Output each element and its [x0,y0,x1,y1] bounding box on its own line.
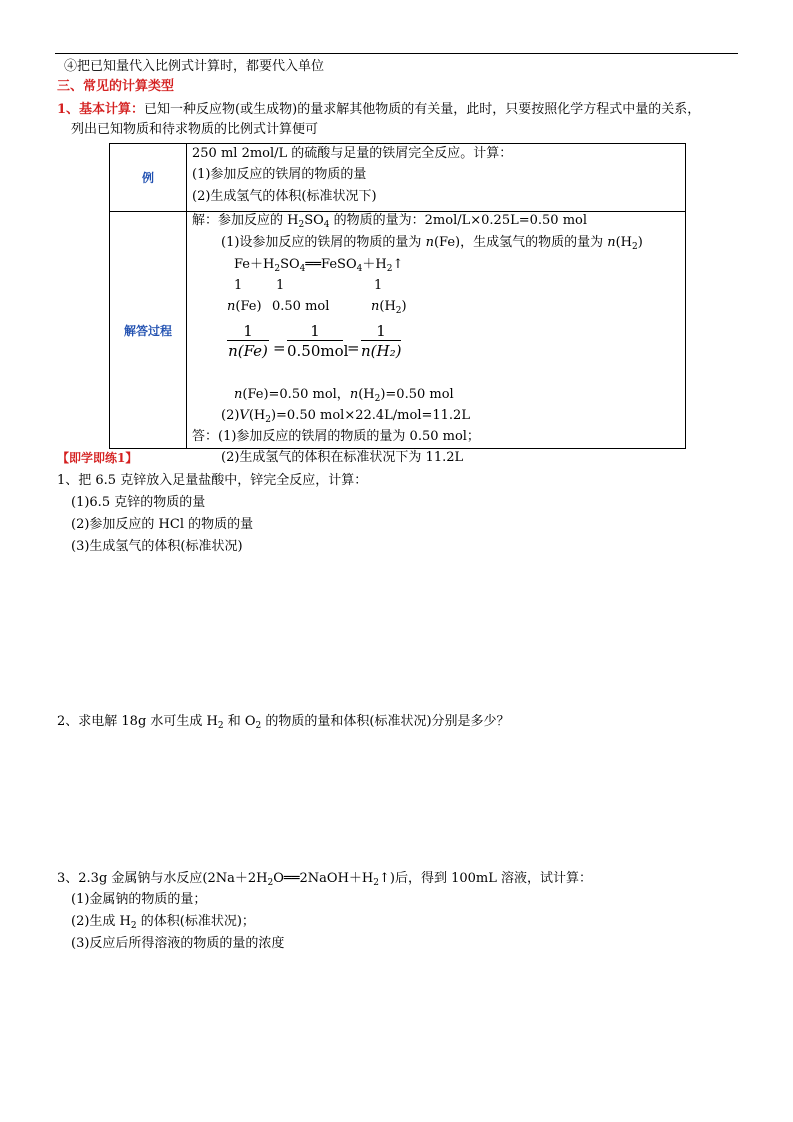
top-note: ④把已知量代入比例式计算时，都要代入单位 [64,59,325,74]
fraction-mol: 1 0.50mol [287,322,349,360]
basic-heading: 1、基本计算： [57,102,145,117]
fraction-fe: 1 n(Fe) [228,322,268,360]
equals-sign-2: = [347,339,360,357]
answer-line2: (2)生成氢气的体积在标准状况下为 11.2L [221,450,464,465]
example-content [187,144,686,212]
q1-part3: (3)生成氢气的体积(标准状况) [71,539,243,554]
q3-stem: 3、2.3g 金属钠与水反应$(2Na+2H_2O══2NaOH+H_2↑)$后，得到 100mL 溶液，试计算： [57,871,593,888]
fraction-h2: 1 n(H₂) [361,322,402,360]
basic-text1: 已知一种反应物(或生成物)的量求解其他物质的有关量，此时，只要按照化学方程式中量的关系， [144,102,701,117]
q3-part2: (2)生成 $H_2$ 的体积(标准状况)； [71,914,255,931]
n-h2-label: $n(H_2)$ [371,299,407,316]
example-table [109,143,686,465]
q3-part1: (1)金属钠的物质的量； [71,892,207,907]
example-line1: 250 ml 2mol/L 的硫酸与足量的铁屑完全反应。计算： [192,146,513,161]
example-line2: (1)参加反应的铁屑的物质的量 [192,167,367,182]
example-line3: (2)生成氢气的体积(标准状况下) [192,189,377,204]
basic-paragraph-line1 [57,101,700,119]
solution-label: 解答过程 [110,212,187,449]
q1-stem: 1、把 6.5 克锌放入足量盐酸中，锌完全反应，计算： [57,473,368,488]
reaction-equation: $Fe+H_2SO_4══FeSO_4+H_2↑$ [234,257,404,274]
q3-part3: (3)反应后所得溶液的物质的量的浓度 [71,936,285,951]
answer-line1: 答：(1)参加反应的铁屑的物质的量为 0.50 mol； [192,429,480,444]
coef-fe: 1 [234,278,243,293]
q1-part1: (1)6.5 克锌的物质的量 [71,495,206,510]
solution-intro: 解：参加反应的 $H_2SO_4$ 的物质的量为：2mol/L×0.25L=0.50 mol [192,213,588,230]
q2-stem: 2、求电解 18g 水可生成 $H_2$ 和 $O_2$ 的物质的量和体积(标准状况)分别是多少？ [57,714,510,731]
basic-paragraph-line2: 列出已知物质和待求物质的比例式计算便可 [71,122,319,137]
n-fe-label: n(Fe) [227,299,262,314]
result-moles: n(Fe)=0.50 mol，$n(H_2)=0.50$ mol [234,387,454,404]
coef-h2: 1 [374,278,383,293]
mol-label: 0.50 mol [272,299,330,314]
practice-title: 【即学即练1】 [57,451,138,465]
coef-h2so4: 1 [276,278,285,293]
solution-assumption: (1)设参加反应的铁屑的物质的量为 n(Fe)，生成氢气的物质的量为 $n(H_2)$ [221,235,643,252]
q1-part2: (2)参加反应的 HCl 的物质的量 [71,517,254,532]
result-volume: $(2)V(H_2)=0.50$ mol×22.4L/mol=11.2L [221,408,470,425]
example-label: 例 [110,144,187,212]
section-title: 三、常见的计算类型 [57,79,175,94]
solution-content [187,212,686,465]
equals-sign-1: = [273,339,286,357]
header-rule [55,53,738,54]
